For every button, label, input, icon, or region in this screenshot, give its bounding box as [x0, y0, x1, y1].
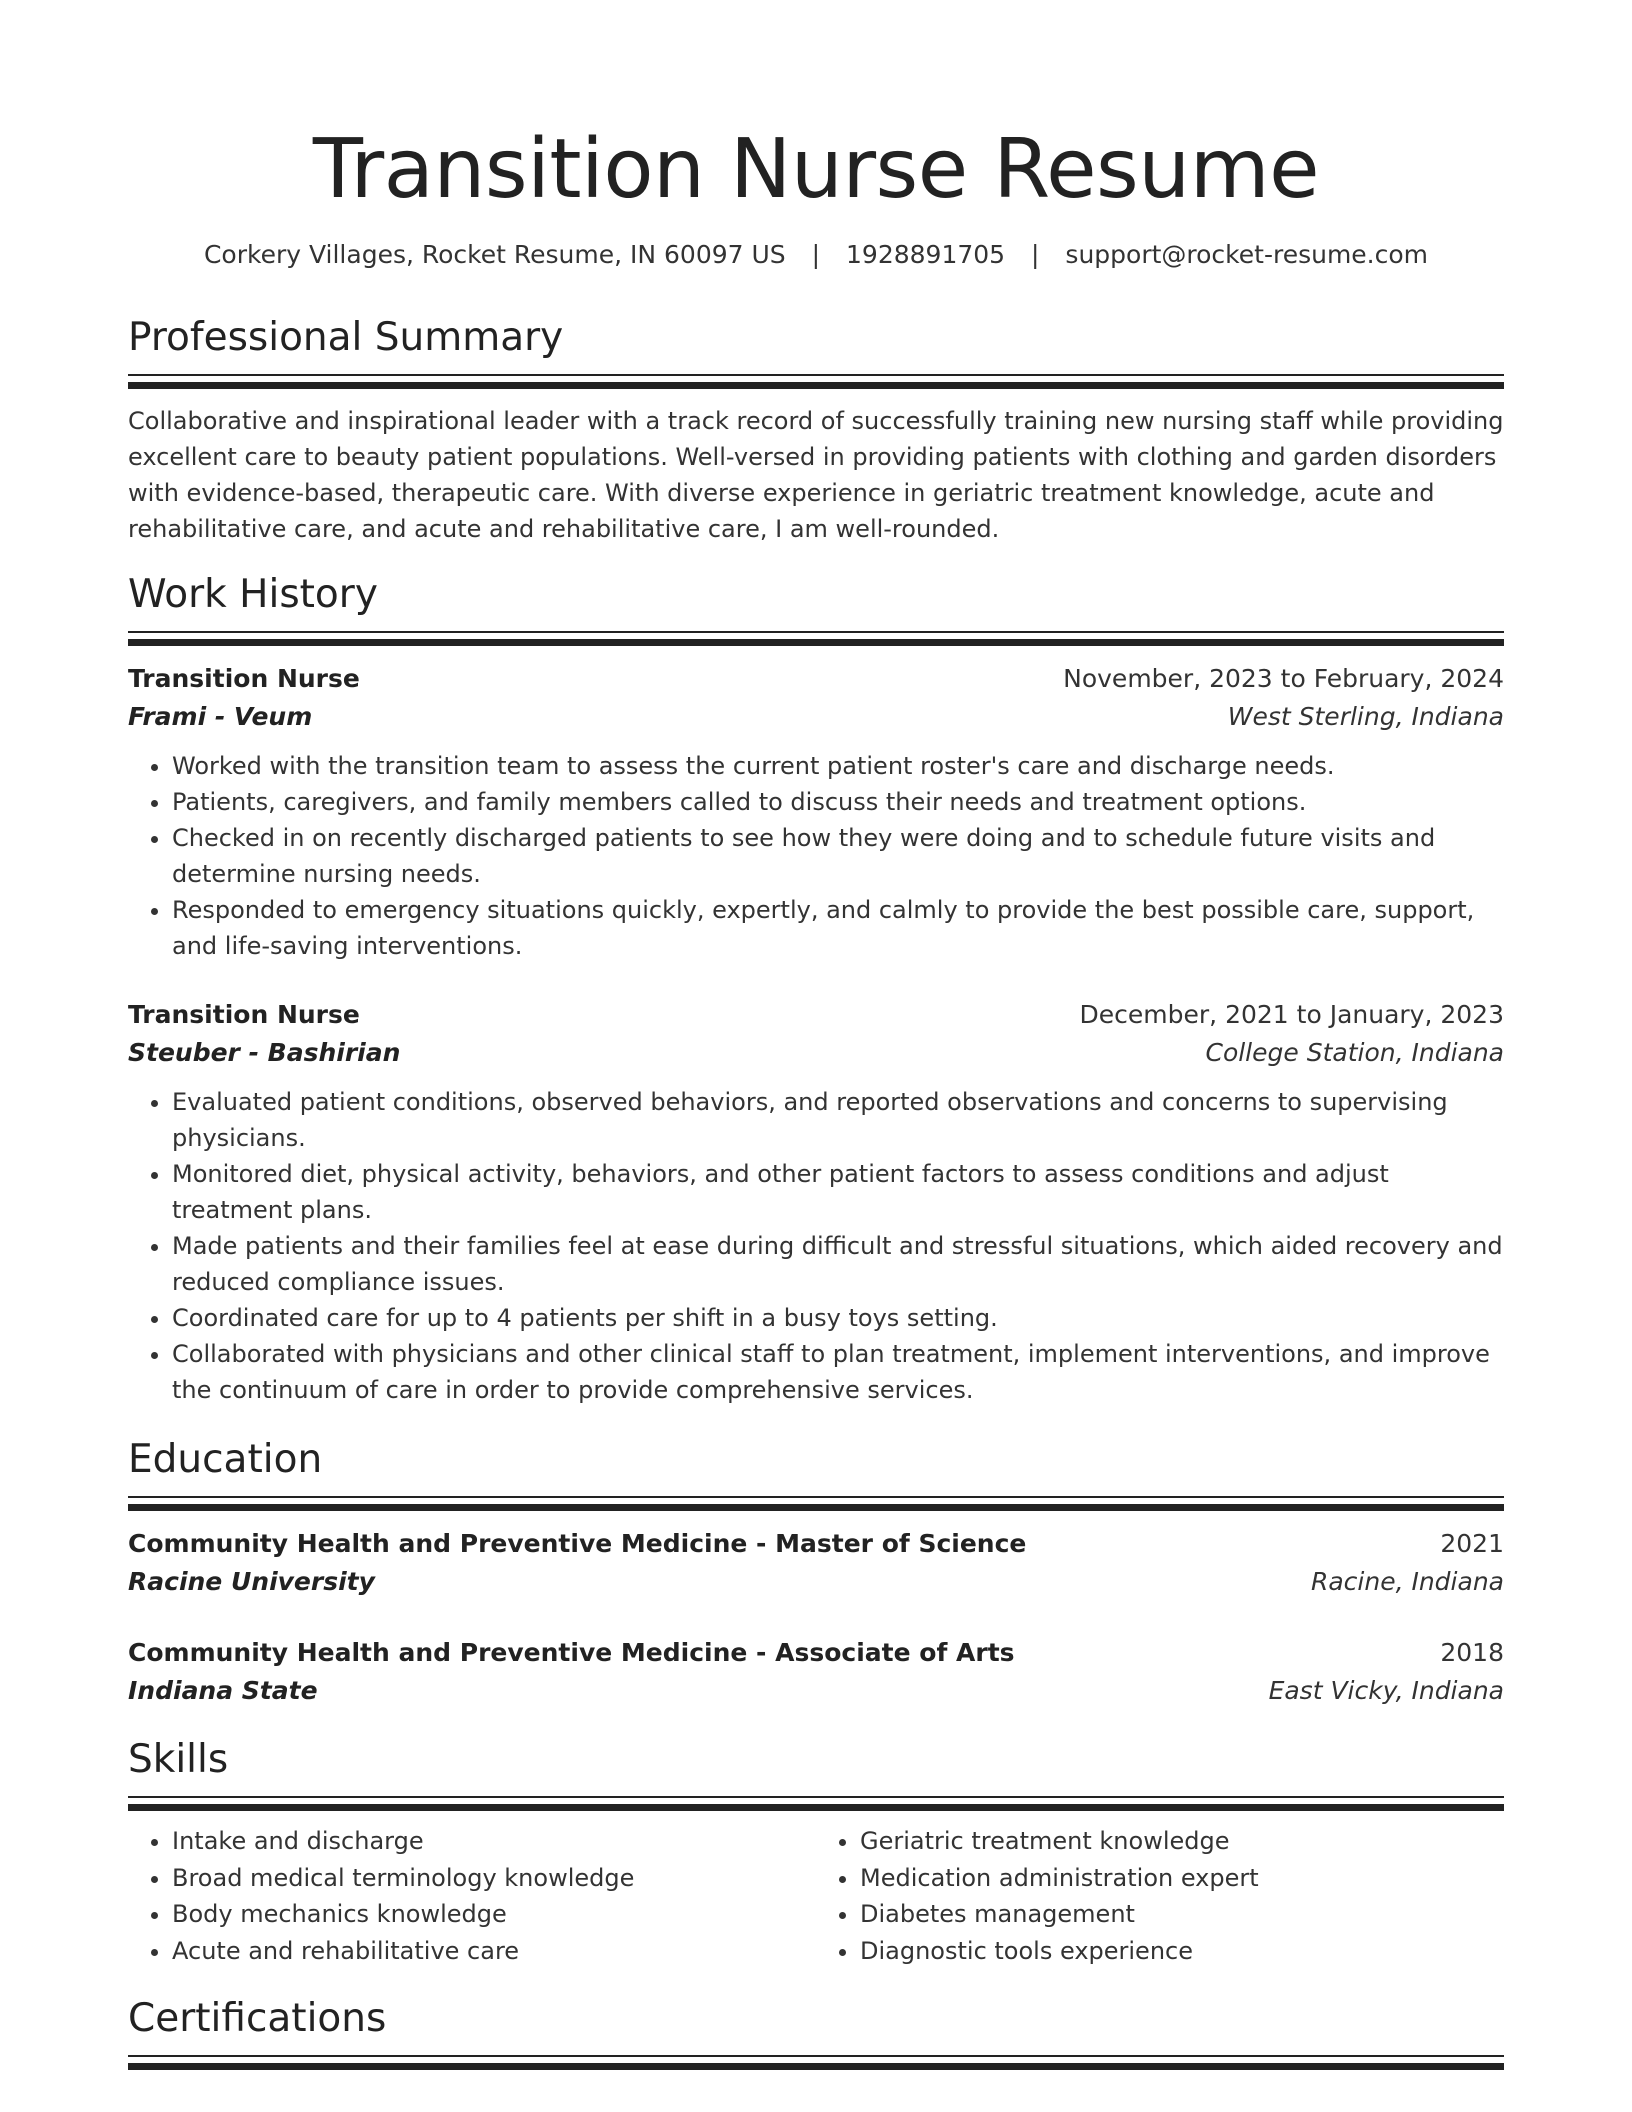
- education-location: East Vicky, Indiana: [1268, 1676, 1504, 1705]
- job-bullets: [128, 1084, 1504, 1408]
- section-heading-summary: Professional Summary: [128, 315, 564, 360]
- job-header: [128, 660, 1504, 698]
- list-item: • Patients, caregivers, and family members called to discuss their needs and treatment options.: [172, 784, 1504, 820]
- section-divider: [128, 374, 1504, 376]
- section-divider: [128, 1796, 1504, 1798]
- list-item: • Worked with the transition team to assess the current patient roster's care and discharge needs.: [172, 748, 1504, 784]
- section-heading-work: Work History: [128, 572, 378, 617]
- section-divider-thick: [128, 2063, 1504, 2070]
- contact-separator: |: [1031, 240, 1040, 269]
- education-degree: Community Health and Preventive Medicine - Associate of Arts: [128, 1638, 1015, 1667]
- education-year: 2021: [1440, 1529, 1504, 1558]
- job-location: West Sterling, Indiana: [1227, 702, 1504, 731]
- list-item: • Body mechanics knowledge: [172, 1896, 816, 1933]
- job-dates: November, 2023 to February, 2024: [1063, 664, 1504, 693]
- job-subheader: [128, 698, 1504, 736]
- skills-grid: [128, 1823, 1504, 1969]
- education-subheader: [128, 1672, 1504, 1710]
- education-section: [128, 1436, 1504, 1710]
- education-entry: [128, 1525, 1504, 1601]
- contact-phone: 1928891705: [846, 240, 1006, 269]
- skills-column-left: [128, 1823, 816, 1969]
- job-subheader: [128, 1034, 1504, 1072]
- education-location: Racine, Indiana: [1310, 1567, 1504, 1596]
- resume-title: Transition Nurse Resume: [312, 122, 1320, 217]
- section-heading-education: Education: [128, 1437, 323, 1482]
- contact-email: support@rocket-resume.com: [1065, 240, 1429, 269]
- list-item: • Broad medical terminology knowledge: [172, 1860, 816, 1897]
- education-school: Indiana State: [128, 1676, 318, 1705]
- contact-separator: |: [811, 240, 821, 269]
- job-company: Steuber - Bashirian: [128, 1038, 401, 1067]
- job-location: College Station, Indiana: [1205, 1038, 1504, 1067]
- list-item: • Geriatric treatment knowledge: [860, 1823, 1504, 1860]
- section-divider-thick: [128, 1804, 1504, 1811]
- section-divider-thick: [128, 639, 1504, 646]
- section-heading-skills: Skills: [128, 1737, 229, 1782]
- list-item: • Diabetes management: [860, 1896, 1504, 1933]
- list-item: • Collaborated with physicians and other clinical staff to plan treatment, implement interventions, and improve the continuum of care in order to provide comprehensive services.: [172, 1336, 1504, 1408]
- list-item: • Made patients and their families feel at ease during difficult and stressful situations, which aided recovery and reduced compliance issues.: [172, 1228, 1504, 1300]
- job-header: [128, 996, 1504, 1034]
- list-item: • Intake and discharge: [172, 1823, 816, 1860]
- summary-text: Collaborative and inspirational leader with a track record of successfully training new nursing staff while providing excellent care to beauty patient populations. Well-versed in providing patients with clothing and garden disorders with evidence-based, therapeutic care. With diverse experience in geriatric treatment knowledge, acute and rehabilitative care, and acute and rehabilitative care, I am well-rounded.: [128, 407, 1504, 543]
- list-item: • Monitored diet, physical activity, behaviors, and other patient factors to assess conditions and adjust treatment plans.: [172, 1156, 1504, 1228]
- section-divider-thick: [128, 1504, 1504, 1511]
- resume-page: [128, 0, 1504, 2070]
- list-item: • Coordinated care for up to 4 patients per shift in a busy toys setting.: [172, 1300, 1504, 1336]
- job-entry: [128, 996, 1504, 1408]
- education-year: 2018: [1440, 1638, 1504, 1667]
- education-subheader: [128, 1563, 1504, 1601]
- education-header: [128, 1634, 1504, 1672]
- section-divider: [128, 2055, 1504, 2057]
- resume-header: [128, 120, 1504, 272]
- section-divider-thick: [128, 382, 1504, 389]
- education-school: Racine University: [128, 1567, 375, 1596]
- education-header: [128, 1525, 1504, 1563]
- skills-column-right: [816, 1823, 1504, 1969]
- education-degree: Community Health and Preventive Medicine - Master of Science: [128, 1529, 1027, 1558]
- job-title: Transition Nurse: [128, 1000, 360, 1029]
- section-heading-certifications: Certifications: [128, 1996, 387, 2041]
- job-bullets: [128, 748, 1504, 964]
- contact-address: Corkery Villages, Rocket Resume, IN 60097 US: [203, 240, 786, 269]
- contact-line: [128, 238, 1504, 272]
- list-item: • Responded to emergency situations quickly, expertly, and calmly to provide the best possible care, support, and life-saving interventions.: [172, 892, 1504, 964]
- skills-section: [128, 1736, 1504, 1969]
- job-dates: December, 2021 to January, 2023: [1079, 1000, 1504, 1029]
- list-item: • Acute and rehabilitative care: [172, 1933, 816, 1970]
- section-divider: [128, 631, 1504, 633]
- job-entry: [128, 660, 1504, 964]
- list-item: • Medication administration expert: [860, 1860, 1504, 1897]
- summary-section: [128, 314, 1504, 547]
- job-company: Frami - Veum: [128, 702, 313, 731]
- work-section: [128, 571, 1504, 1408]
- education-entry: [128, 1634, 1504, 1710]
- job-title: Transition Nurse: [128, 664, 360, 693]
- list-item: • Diagnostic tools experience: [860, 1933, 1504, 1970]
- section-divider: [128, 1496, 1504, 1498]
- list-item: • Evaluated patient conditions, observed behaviors, and reported observations and concerns to supervising physicians.: [172, 1084, 1504, 1156]
- list-item: • Checked in on recently discharged patients to see how they were doing and to schedule future visits and determine nursing needs.: [172, 820, 1504, 892]
- certifications-section: [128, 1995, 1504, 2070]
